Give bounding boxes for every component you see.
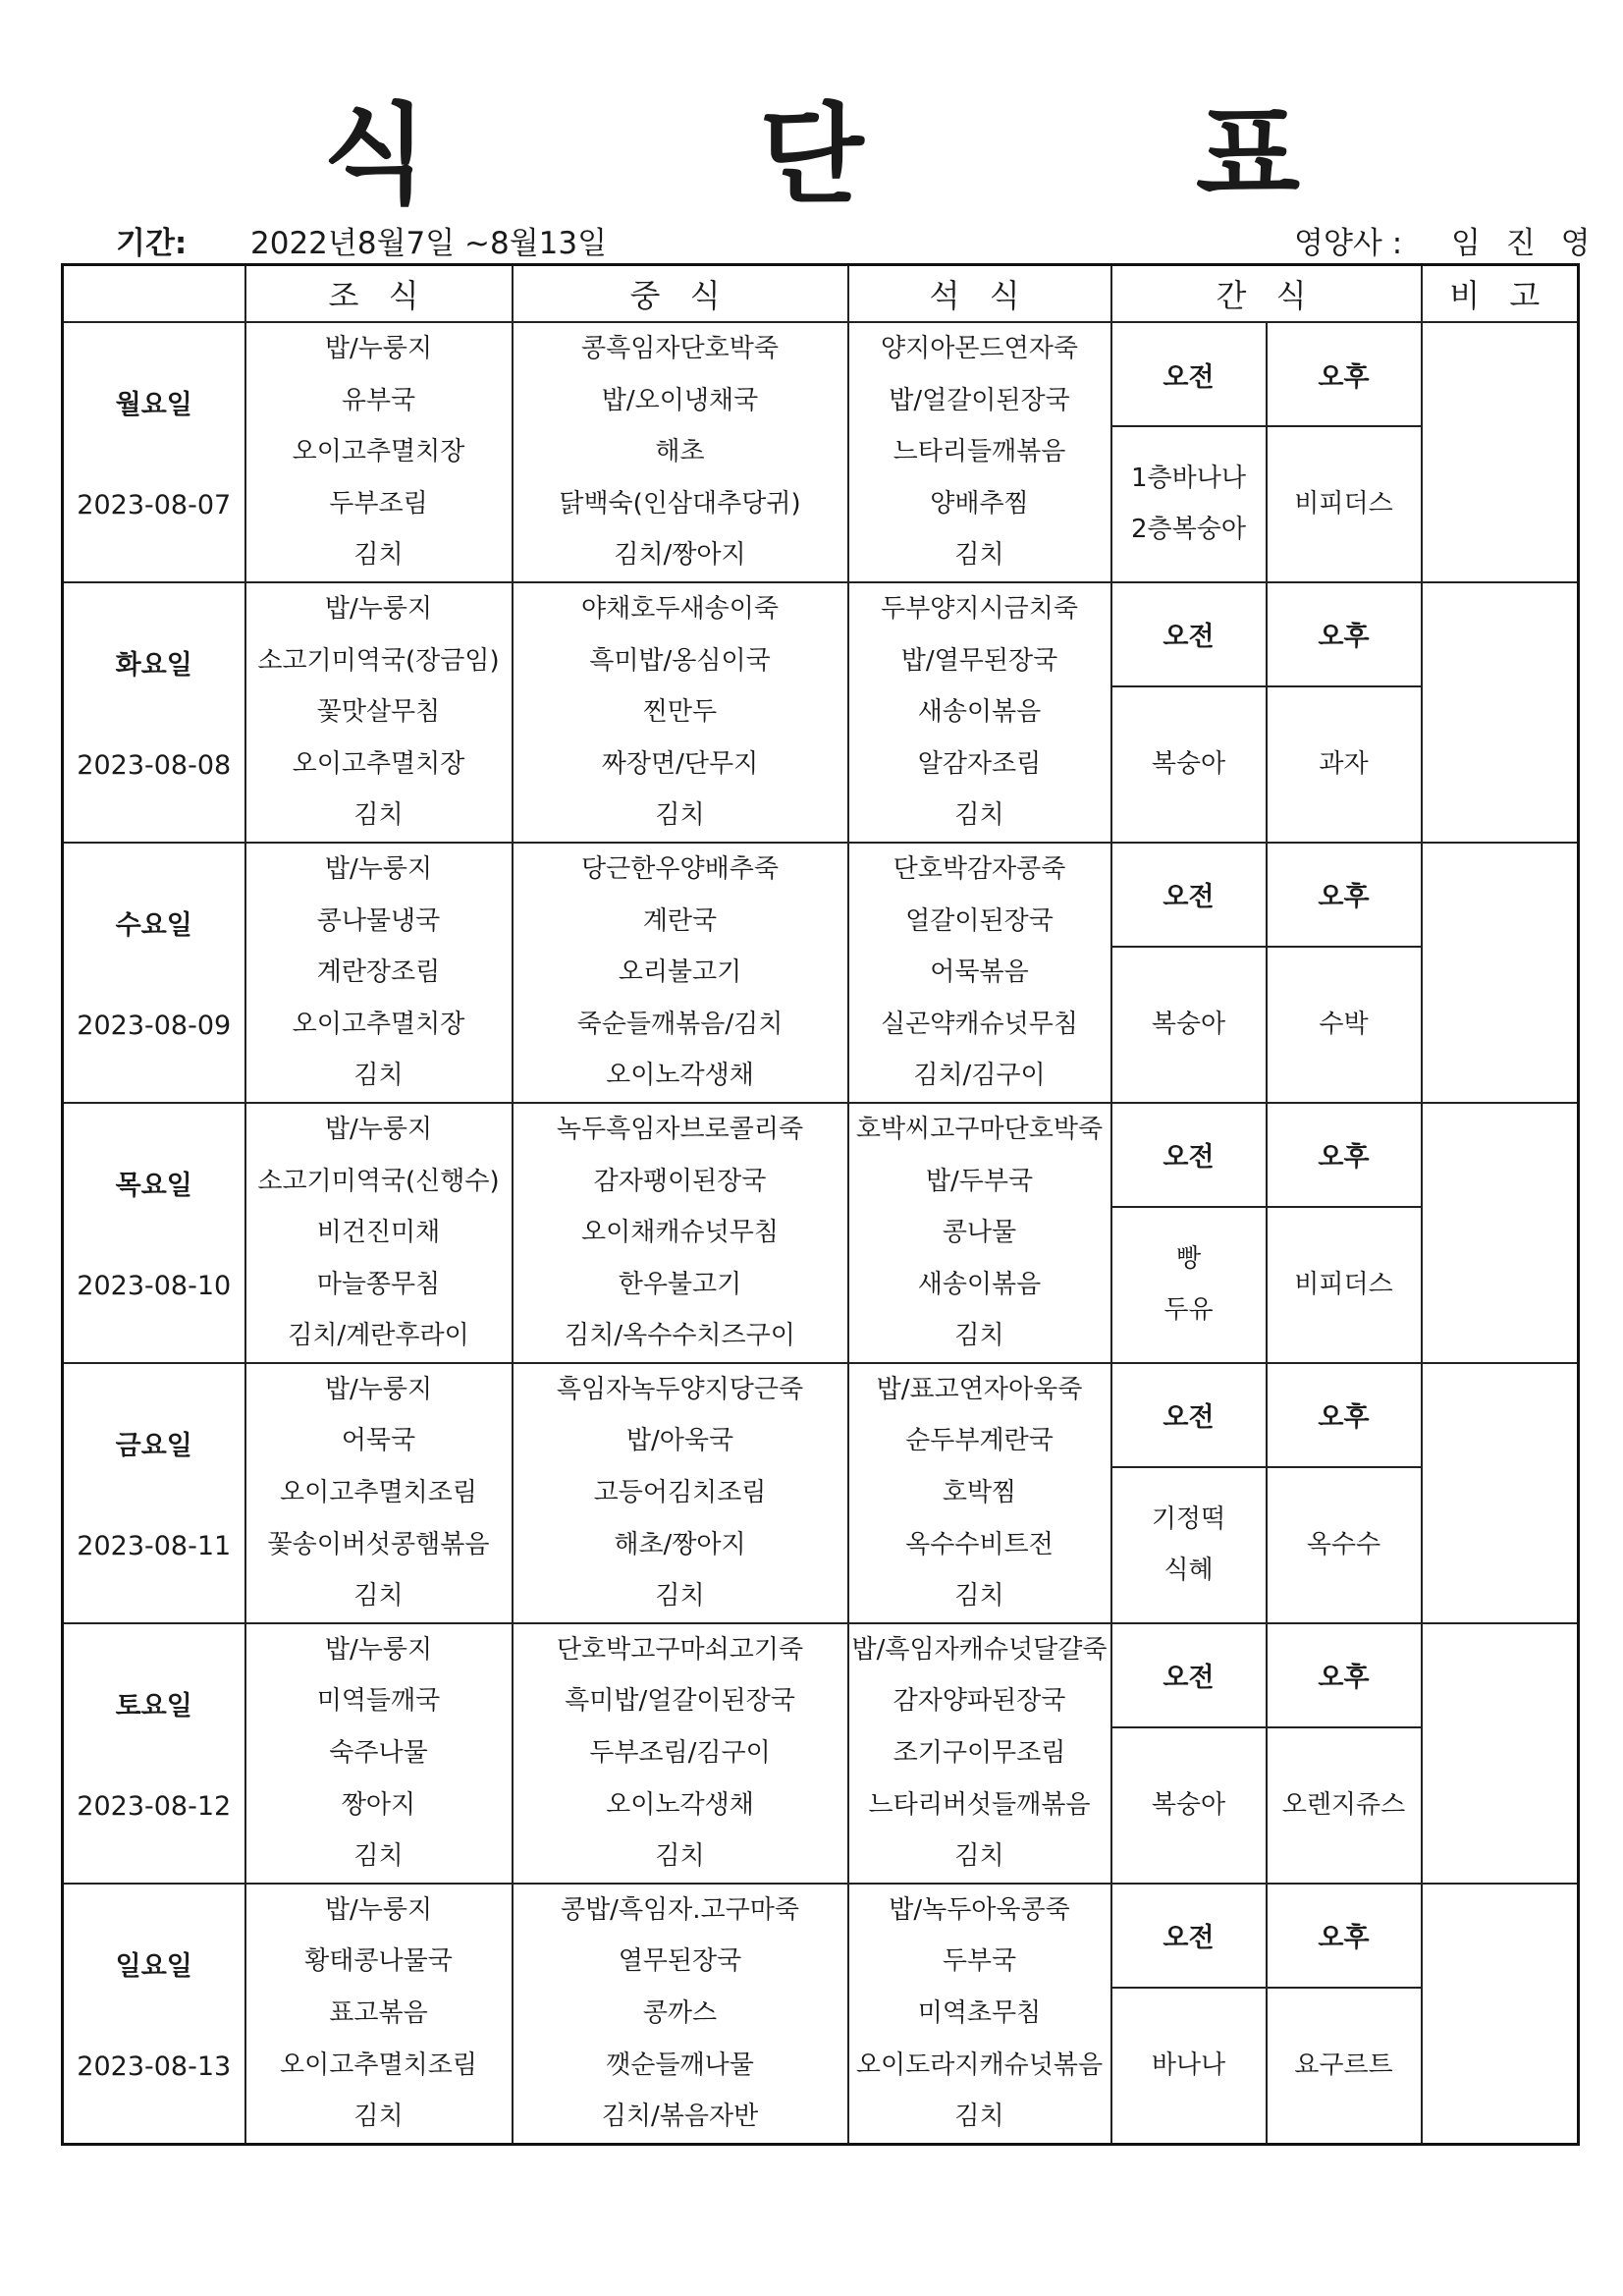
lunch-item: 열무된장국 xyxy=(618,1946,742,1977)
day-row xyxy=(63,1623,1579,1727)
day-row xyxy=(63,843,1579,947)
lunch-cell xyxy=(513,843,848,1103)
lunch-cell xyxy=(513,322,848,582)
snack-am-item: 1층바나나 xyxy=(1130,463,1246,493)
snack-am-item: 두유 xyxy=(1163,1295,1214,1326)
dinner-item: 새송이볶음 xyxy=(917,1269,1042,1299)
breakfast-cell xyxy=(245,1363,513,1623)
snack-pm-cell xyxy=(1267,1207,1422,1363)
snack-pm-cell xyxy=(1267,1467,1422,1623)
breakfast-item: 밥/누룽지 xyxy=(324,1114,433,1144)
note-cell xyxy=(1422,843,1579,1103)
lunch-item: 당근한우양배추죽 xyxy=(581,853,779,884)
lunch-cell xyxy=(513,1884,848,2144)
lunch-item: 김치/짱아지 xyxy=(614,540,746,571)
breakfast-cell xyxy=(245,1623,513,1884)
lunch-cell xyxy=(513,1623,848,1884)
lunch-item: 김치/옥수수치즈구이 xyxy=(565,1321,795,1351)
dinner-item: 알감자조림 xyxy=(917,748,1042,779)
dinner-item: 얼갈이된장국 xyxy=(905,905,1054,936)
dinner-item: 호박찜 xyxy=(942,1478,1017,1508)
breakfast-cell xyxy=(245,1103,513,1363)
snack-pm-cell xyxy=(1267,1727,1422,1884)
day-row xyxy=(63,1363,1579,1467)
lunch-cell xyxy=(513,582,848,843)
breakfast-cell xyxy=(245,1884,513,2144)
date: 2023-08-07 xyxy=(77,490,232,521)
dinner-item: 단호박감자콩죽 xyxy=(893,853,1066,884)
lunch-item: 오리불고기 xyxy=(618,957,742,988)
dinner-item: 감자양파된장국 xyxy=(893,1686,1066,1717)
snack-pm-label: 오후 xyxy=(1267,1623,1422,1727)
dinner-item: 김치/김구이 xyxy=(913,1061,1046,1091)
lunch-item: 흑미밥/옹심이국 xyxy=(589,645,771,676)
snack-pm-item: 수박 xyxy=(1319,1010,1369,1040)
lunch-item: 김치 xyxy=(655,1841,705,1872)
lunch-item: 김치 xyxy=(655,800,705,831)
dinner-item: 어묵볶음 xyxy=(930,957,1029,988)
dinner-item: 느타리들깨볶음 xyxy=(893,437,1066,467)
dinner-item: 양지아몬드연자죽 xyxy=(881,334,1078,363)
day-cell xyxy=(63,1623,245,1884)
dinner-item: 느타리버섯들깨볶음 xyxy=(868,1789,1091,1820)
breakfast-item: 계란장조림 xyxy=(316,957,441,988)
dinner-item: 밥/얼갈이된장국 xyxy=(889,385,1070,415)
date: 2023-08-08 xyxy=(77,750,232,782)
breakfast-item: 김치 xyxy=(353,1061,404,1091)
header-breakfast: 조 식 xyxy=(245,265,513,323)
breakfast-item: 비건진미채 xyxy=(316,1218,441,1248)
snack-am-cell xyxy=(1111,686,1267,843)
breakfast-item: 짱아지 xyxy=(341,1789,416,1820)
weekday: 화요일 xyxy=(115,650,192,682)
breakfast-item: 밥/누룽지 xyxy=(324,1374,433,1404)
dinner-cell xyxy=(848,582,1111,843)
snack-am-label: 오전 xyxy=(1111,322,1267,426)
lunch-item: 오이노각생채 xyxy=(606,1789,754,1820)
lunch-item: 오이노각생채 xyxy=(606,1061,754,1091)
lunch-item: 오이채캐슈넛무침 xyxy=(581,1218,779,1248)
breakfast-item: 황태콩나물국 xyxy=(304,1946,453,1977)
dinner-cell xyxy=(848,1884,1111,2144)
weekday: 월요일 xyxy=(115,390,192,421)
lunch-item: 김치 xyxy=(655,1581,705,1612)
day-cell xyxy=(63,322,245,582)
snack-am-item: 식혜 xyxy=(1163,1556,1214,1586)
snack-pm-item: 옥수수 xyxy=(1306,1530,1381,1560)
breakfast-item: 김치 xyxy=(353,540,404,571)
dinner-item: 밥/녹두아욱콩죽 xyxy=(889,1894,1070,1925)
lunch-item: 김치/볶음자반 xyxy=(601,2102,759,2132)
day-row xyxy=(63,1103,1579,1207)
snack-am-label: 오전 xyxy=(1111,843,1267,947)
lunch-item: 깻순들깨나물 xyxy=(606,2050,754,2080)
breakfast-item: 오이고추멸치장 xyxy=(292,437,465,467)
dietitian-label: 영양사 : xyxy=(1294,226,1403,261)
breakfast-item: 밥/누룽지 xyxy=(324,1634,433,1665)
dinner-cell xyxy=(848,1623,1111,1884)
breakfast-item: 오이고추멸치조림 xyxy=(280,1478,477,1508)
dinner-item: 새송이볶음 xyxy=(917,697,1042,728)
breakfast-item: 마늘쫑무침 xyxy=(316,1269,441,1299)
dinner-item: 두부국 xyxy=(942,1946,1017,1977)
menu-table xyxy=(61,263,1580,2146)
dinner-cell xyxy=(848,1103,1111,1363)
snack-am-cell xyxy=(1111,1207,1267,1363)
period-label: 기간: xyxy=(116,226,188,261)
breakfast-item: 오이고추멸치장 xyxy=(292,748,465,779)
breakfast-item: 어묵국 xyxy=(341,1426,416,1456)
snack-am-item: 복숭아 xyxy=(1151,1010,1226,1040)
breakfast-item: 김치 xyxy=(353,2102,404,2132)
snack-am-item: 바나나 xyxy=(1151,2050,1226,2080)
dinner-cell xyxy=(848,322,1111,582)
snack-am-label: 오전 xyxy=(1111,582,1267,686)
lunch-item: 밥/오이냉채국 xyxy=(601,385,759,415)
day-row xyxy=(63,322,1579,426)
breakfast-cell xyxy=(245,322,513,582)
snack-pm-cell xyxy=(1267,686,1422,843)
breakfast-item: 표고볶음 xyxy=(329,1998,428,2028)
note-cell xyxy=(1422,1884,1579,2144)
snack-pm-item: 비피더스 xyxy=(1294,1270,1393,1300)
header-lunch: 중 식 xyxy=(513,265,848,323)
lunch-item: 한우불고기 xyxy=(618,1269,742,1299)
date: 2023-08-12 xyxy=(77,1791,232,1823)
dinner-cell xyxy=(848,843,1111,1103)
lunch-item: 흑임자녹두양지당근죽 xyxy=(556,1374,804,1404)
breakfast-item: 오이고추멸치장 xyxy=(292,1009,465,1039)
dinner-cell xyxy=(848,1363,1111,1623)
day-cell xyxy=(63,843,245,1103)
day-cell xyxy=(63,1363,245,1623)
weekday: 금요일 xyxy=(115,1431,192,1462)
dinner-item: 실곤약캐슈넛무침 xyxy=(881,1009,1078,1039)
snack-am-label: 오전 xyxy=(1111,1623,1267,1727)
weekday: 토요일 xyxy=(115,1691,192,1722)
snack-am-cell xyxy=(1111,947,1267,1103)
lunch-item: 계란국 xyxy=(642,905,718,936)
lunch-item: 흑미밥/얼갈이된장국 xyxy=(565,1686,795,1717)
weekday: 목요일 xyxy=(115,1171,192,1202)
lunch-cell xyxy=(513,1103,848,1363)
date: 2023-08-13 xyxy=(77,2051,232,2083)
dinner-item: 옥수수비트전 xyxy=(905,1529,1054,1559)
dinner-item: 밥/열무된장국 xyxy=(900,645,1058,676)
note-cell xyxy=(1422,1363,1579,1623)
lunch-item: 죽순들깨볶음/김치 xyxy=(576,1009,784,1039)
breakfast-item: 밥/누룽지 xyxy=(324,853,433,884)
note-cell xyxy=(1422,1103,1579,1363)
lunch-item: 짜장면/단무지 xyxy=(601,748,759,779)
dinner-item: 조기구이무조림 xyxy=(893,1738,1066,1769)
breakfast-item: 유부국 xyxy=(341,385,416,415)
snack-pm-label: 오후 xyxy=(1267,322,1422,426)
dinner-item: 콩나물 xyxy=(942,1218,1017,1248)
header-row xyxy=(63,265,1579,323)
lunch-item: 고등어김치조림 xyxy=(593,1478,767,1508)
breakfast-item: 김치 xyxy=(353,1841,404,1872)
lunch-item: 두부조림/김구이 xyxy=(589,1738,771,1769)
date: 2023-08-10 xyxy=(77,1271,232,1302)
breakfast-item: 오이고추멸치조림 xyxy=(280,2050,477,2080)
header-dinner: 석 식 xyxy=(848,265,1111,323)
dinner-item: 밥/두부국 xyxy=(925,1166,1034,1196)
snack-pm-cell xyxy=(1267,426,1422,582)
breakfast-cell xyxy=(245,582,513,843)
note-cell xyxy=(1422,322,1579,582)
snack-am-label: 오전 xyxy=(1111,1363,1267,1467)
weekday: 수요일 xyxy=(115,910,192,942)
breakfast-item: 콩나물냉국 xyxy=(316,905,441,936)
header-empty xyxy=(63,265,245,323)
snack-am-label: 오전 xyxy=(1111,1884,1267,1988)
dinner-item: 김치 xyxy=(954,1321,1004,1351)
snack-am-cell xyxy=(1111,1727,1267,1884)
snack-am-label: 오전 xyxy=(1111,1103,1267,1207)
dinner-item: 오이도라지캐슈넛볶음 xyxy=(855,2050,1104,2080)
lunch-item: 녹두흑임자브로콜리죽 xyxy=(556,1114,804,1144)
lunch-item: 단호박고구마쇠고기죽 xyxy=(556,1634,804,1665)
header-note: 비 고 xyxy=(1422,265,1579,323)
snack-am-item: 기정떡 xyxy=(1151,1503,1226,1534)
note-cell xyxy=(1422,1623,1579,1884)
dinner-item: 밥/표고연자아욱죽 xyxy=(876,1374,1083,1404)
snack-am-item: 복숭아 xyxy=(1151,749,1226,780)
snack-pm-label: 오후 xyxy=(1267,843,1422,947)
breakfast-item: 밥/누룽지 xyxy=(324,593,433,624)
snack-pm-item: 오렌지쥬스 xyxy=(1281,1790,1406,1821)
lunch-item: 밥/아욱국 xyxy=(625,1426,734,1456)
breakfast-item: 꽃송이버섯콩햄볶음 xyxy=(267,1529,490,1559)
snack-pm-item: 요구르트 xyxy=(1294,2050,1393,2080)
breakfast-item: 소고기미역국(신행수) xyxy=(257,1166,500,1196)
snack-pm-label: 오후 xyxy=(1267,1884,1422,1988)
dinner-item: 순두부계란국 xyxy=(905,1426,1054,1456)
lunch-cell xyxy=(513,1363,848,1623)
dinner-item: 김치 xyxy=(954,1841,1004,1872)
lunch-item: 감자팽이된장국 xyxy=(593,1166,767,1196)
snack-am-item: 2층복숭아 xyxy=(1130,515,1246,545)
lunch-item: 콩흑임자단호박죽 xyxy=(581,334,779,363)
breakfast-cell xyxy=(245,843,513,1103)
snack-pm-item: 비피더스 xyxy=(1294,489,1393,519)
lunch-item: 콩밥/흑임자.고구마죽 xyxy=(560,1894,800,1925)
snack-pm-cell xyxy=(1267,947,1422,1103)
breakfast-item: 꽃맛살무침 xyxy=(316,697,441,728)
snack-pm-cell xyxy=(1267,1988,1422,2144)
snack-pm-item: 과자 xyxy=(1319,749,1369,780)
day-cell xyxy=(63,1103,245,1363)
lunch-item: 해초/짱아지 xyxy=(614,1529,746,1559)
snack-am-cell xyxy=(1111,426,1267,582)
lunch-item: 찐만두 xyxy=(642,697,718,728)
lunch-item: 닭백숙(인삼대추당귀) xyxy=(559,488,801,519)
day-cell xyxy=(63,1884,245,2144)
breakfast-item: 미역들깨국 xyxy=(316,1686,441,1717)
breakfast-item: 김치/계란후라이 xyxy=(288,1321,469,1351)
breakfast-item: 소고기미역국(장금임) xyxy=(257,645,500,676)
snack-am-item: 복숭아 xyxy=(1151,1790,1226,1821)
period-value: 2022년8월7일 ~8월13일 xyxy=(250,226,608,261)
note-cell xyxy=(1422,582,1579,843)
breakfast-item: 숙주나물 xyxy=(329,1738,428,1769)
snack-pm-label: 오후 xyxy=(1267,582,1422,686)
dinner-item: 김치 xyxy=(954,2102,1004,2132)
dietitian-name: 임 진 영 xyxy=(1451,226,1598,261)
dinner-item: 밥/흑임자캐슈넛달걀죽 xyxy=(851,1634,1108,1665)
weekday: 일요일 xyxy=(115,1951,192,1983)
breakfast-item: 밥/누룽지 xyxy=(324,1894,433,1925)
snack-am-cell xyxy=(1111,1988,1267,2144)
header-snack: 간 식 xyxy=(1111,265,1422,323)
dinner-item: 양배추찜 xyxy=(930,488,1029,519)
snack-pm-label: 오후 xyxy=(1267,1103,1422,1207)
dinner-item: 미역초무침 xyxy=(917,1998,1042,2028)
snack-am-cell xyxy=(1111,1467,1267,1623)
page-title: 식 단 표 xyxy=(322,92,1448,218)
dinner-item: 김치 xyxy=(954,540,1004,571)
breakfast-item: 김치 xyxy=(353,1581,404,1612)
lunch-item: 콩까스 xyxy=(642,1998,718,2028)
breakfast-item: 밥/누룽지 xyxy=(324,334,433,363)
breakfast-item: 두부조림 xyxy=(329,488,428,519)
dinner-item: 두부양지시금치죽 xyxy=(881,593,1078,624)
day-cell xyxy=(63,582,245,843)
date: 2023-08-11 xyxy=(77,1531,232,1562)
dinner-item: 김치 xyxy=(954,1581,1004,1612)
day-row xyxy=(63,582,1579,686)
lunch-item: 야채호두새송이죽 xyxy=(581,593,779,624)
lunch-item: 해초 xyxy=(655,437,705,467)
date: 2023-08-09 xyxy=(77,1011,232,1042)
snack-pm-label: 오후 xyxy=(1267,1363,1422,1467)
dinner-item: 김치 xyxy=(954,800,1004,831)
dinner-item: 호박씨고구마단호박죽 xyxy=(855,1114,1104,1144)
day-row xyxy=(63,1884,1579,1988)
snack-am-item: 빵 xyxy=(1175,1243,1202,1274)
breakfast-item: 김치 xyxy=(353,800,404,831)
